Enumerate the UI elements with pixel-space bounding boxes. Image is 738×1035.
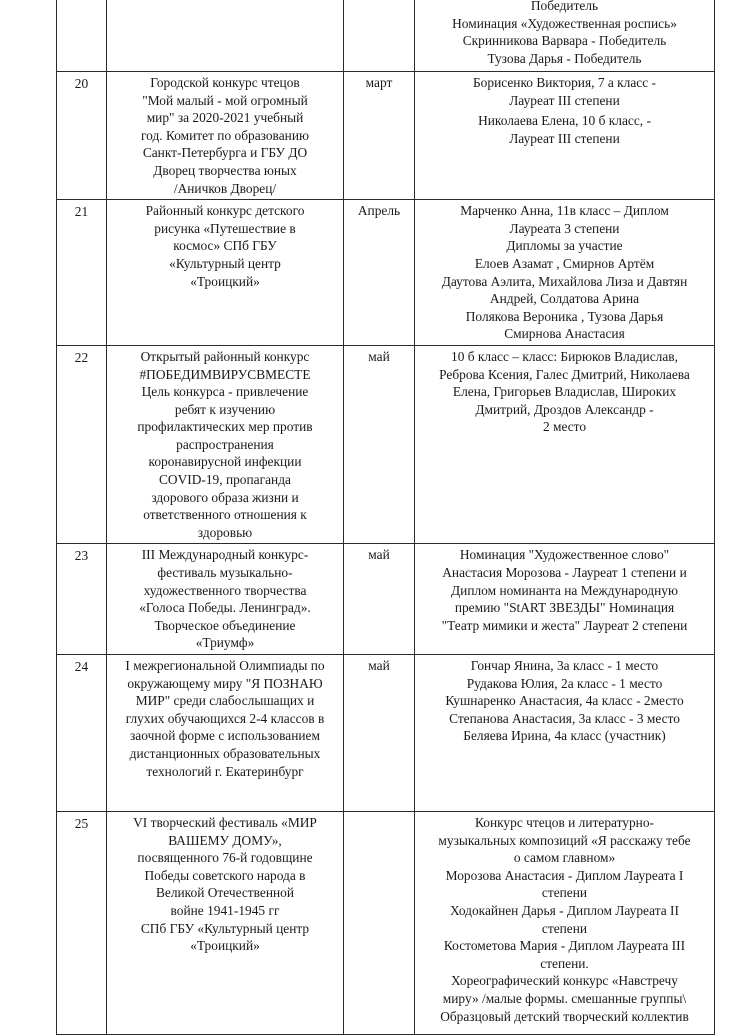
result-line: Степанова Анастасия, 3а класс - 3 место [449,710,680,726]
result-line: премию "StART ЗВЕЗДЫ" Номинация [454,600,675,616]
table-row [57,72,715,200]
event-line: "Мой малый - мой огромный [142,92,308,108]
month-label: май [368,547,390,563]
month-label: май [368,658,390,673]
event-line: Дворец творчества юных [153,162,297,178]
cell-result [415,72,715,200]
event-line: распространения [176,436,274,452]
cell-month [344,345,415,544]
result-line: о самом главном» [513,850,616,866]
cell-result [415,345,715,544]
event-line: Великой Отечественной [155,885,295,901]
result-line: Конкурс чтецов и литературно- [474,815,655,830]
result-line: Морозова Анастасия - Диплом Лауреата I [445,867,684,883]
result-line: Николаева Елена, 10 б класс, - [478,113,651,129]
result-line: Елоев Азамат , Смирнов Артём [474,255,655,271]
result-line: Диплом номинанта на Международную [451,582,678,598]
cell-month [344,72,415,200]
result-line: музыкальных композиций «Я расскажу тебе [438,832,691,848]
event-line: Победы советского народа в [144,867,306,883]
event-line: рисунка «Путешествие в [154,220,296,236]
cell-result [415,200,715,346]
event-line: мир" за 2020-2021 учебный [146,110,304,126]
event-line: Открытый районный конкурс [140,348,310,364]
event-line: «Триумф» [195,635,255,651]
result-line: Лауреат III степени [509,130,620,146]
awards-table [56,0,715,1035]
cell-number: 20 [57,72,107,200]
table-row-continued [57,0,715,72]
event-line: «Троицкий» [190,273,260,289]
result-line: Гончар Янина, 3а класс - 1 место [470,658,659,673]
cell-month [344,812,415,1035]
result-line: Лауреат III степени [509,92,620,108]
event-line: III Международный конкурс- [141,547,309,563]
event-line: I межрегиональной Олимпиады по [125,658,325,673]
event-line: год. Комитет по образованию [140,127,309,143]
result-line: миру» /малые формы. смешанные группы\ [442,990,687,1006]
event-line: войне 1941-1945 гг [170,902,280,918]
result-line: Костометова Мария - Диплом Лауреата III [443,938,686,954]
event-line: здорового образа жизни и [151,489,299,505]
result-line: Даутова Аэлита, Михайлова Лиза и Давтян [441,273,688,289]
table-row [57,544,715,655]
result-line: Ходокайнен Дарья - Диплом Лауреата II [450,902,679,918]
event-line: художественного творчества [143,582,307,598]
result-line: Беляева Ирина, 4а класс (участник) [463,728,666,744]
result-line: Марченко Анна, 11в класс – Диплом [460,203,669,219]
event-line: COVID-19, пропаганда [159,472,291,488]
event-line: посвященного 76-й годовщине [137,850,313,866]
result-line: степени [541,920,588,936]
event-line: /Аничков Дворец/ [173,180,277,196]
table-row [57,812,715,1035]
result-line: Полякова Вероника , Тузова Дарья [465,308,664,324]
cell-month [344,0,415,72]
cell-result [415,655,715,812]
table-row [57,655,715,812]
cell-event [107,544,344,655]
cell-number [57,0,107,72]
result-line: Анастасия Морозова - Лауреат 1 степени и [442,565,687,581]
cell-number: 24 [57,655,107,812]
result-line: Дмитрий, Дроздов Александр - [475,401,654,417]
result-line: Номинация «Художественная роспись» [452,15,677,31]
event-line: Творческое объединение [154,617,296,633]
cell-month [344,200,415,346]
event-line: ребят к изучению [174,401,276,417]
event-line: #ПОБЕДИМВИРУСВМЕСТЕ [139,366,311,382]
event-line: «Троицкий» [190,938,260,954]
month-label: Апрель [357,203,401,219]
result-line: Хореографический конкурс «Навстречу [451,973,678,989]
result-line: Борисенко Виктория, 7 а класс - [472,75,656,90]
result-line: 10 б класс – класс: Бирюков Владислав, [451,348,678,364]
result-line: степени [541,885,588,901]
cell-number: 25 [57,812,107,1035]
event-line: окружающему миру "Я ПОЗНАЮ [127,675,323,691]
cell-event [107,72,344,200]
result-line: степени. [540,955,589,971]
result-line: Смирнова Анастасия [504,326,625,342]
result-line: Елена, Григорьев Владислав, Широких [452,384,677,400]
cell-event [107,345,344,544]
cell-event [107,655,344,812]
event-line: Городской конкурс чтецов [150,75,300,90]
month-label: март [365,75,393,90]
event-line: дистанционных образовательных [129,745,321,761]
event-line: «Голоса Победы. Ленинград». [139,600,311,616]
cell-month [344,655,415,812]
event-line: VI творческий фестиваль «МИР [133,815,317,830]
event-line: коронавирусной инфекции [148,454,302,470]
event-line: Санкт-Петербурга и ГБУ ДО [142,145,308,161]
event-line: глухих обучающихся 2-4 классов в [125,710,325,726]
result-line: Дипломы за участие [506,238,623,254]
cell-result [415,0,715,72]
cell-event [107,200,344,346]
event-line: фестиваль музыкально- [157,565,293,581]
cell-number: 21 [57,200,107,346]
result-line: 2 место [542,419,587,435]
result-line: Победитель [530,0,599,13]
event-line: «Культурный центр [169,255,281,271]
result-line: Кушнаренко Анастасия, 4а класс - 2место [445,693,684,709]
result-line: Лауреата 3 степени [509,220,620,236]
event-line: ответственного отношения к [143,507,307,523]
result-line: Реброва Ксения, Галес Дмитрий, Николаева [439,366,690,382]
cell-month [344,544,415,655]
event-line: технологий г. Екатеринбург [146,763,304,779]
cell-number: 23 [57,544,107,655]
event-line: Районный конкурс детского [145,203,305,219]
event-line: здоровью [197,524,253,540]
result-line: Номинация "Художественное слово" [459,547,670,563]
event-line: заочной форме с использованием [130,728,320,744]
cell-number: 22 [57,345,107,544]
event-line: Цель конкурса - привлечение [141,384,309,400]
cell-result [415,544,715,655]
cell-event [107,0,344,72]
result-line: Рудакова Юлия, 2а класс - 1 место [466,675,663,691]
cell-event [107,812,344,1035]
result-line: "Театр мимики и жеста" Лауреат 2 степени [441,617,688,633]
result-line: Образцовый детский творческий коллектив [440,1008,689,1024]
event-line: ВАШЕМУ ДОМУ», [168,832,282,848]
event-line: СПб ГБУ «Культурный центр [140,920,310,936]
cell-result [415,812,715,1035]
event-line: космос» СПб ГБУ [173,238,277,254]
result-line: Скринникова Варвара - Победитель [462,33,667,49]
result-line: Андрей, Солдатова Арина [489,291,640,307]
table-row [57,345,715,544]
table-row [57,200,715,346]
event-line: профилактических мер против [137,419,313,435]
event-line: МИР" среди слабослышащих и [135,693,315,709]
result-line: Тузова Дарья - Победитель [487,50,642,66]
month-label: май [368,348,390,364]
